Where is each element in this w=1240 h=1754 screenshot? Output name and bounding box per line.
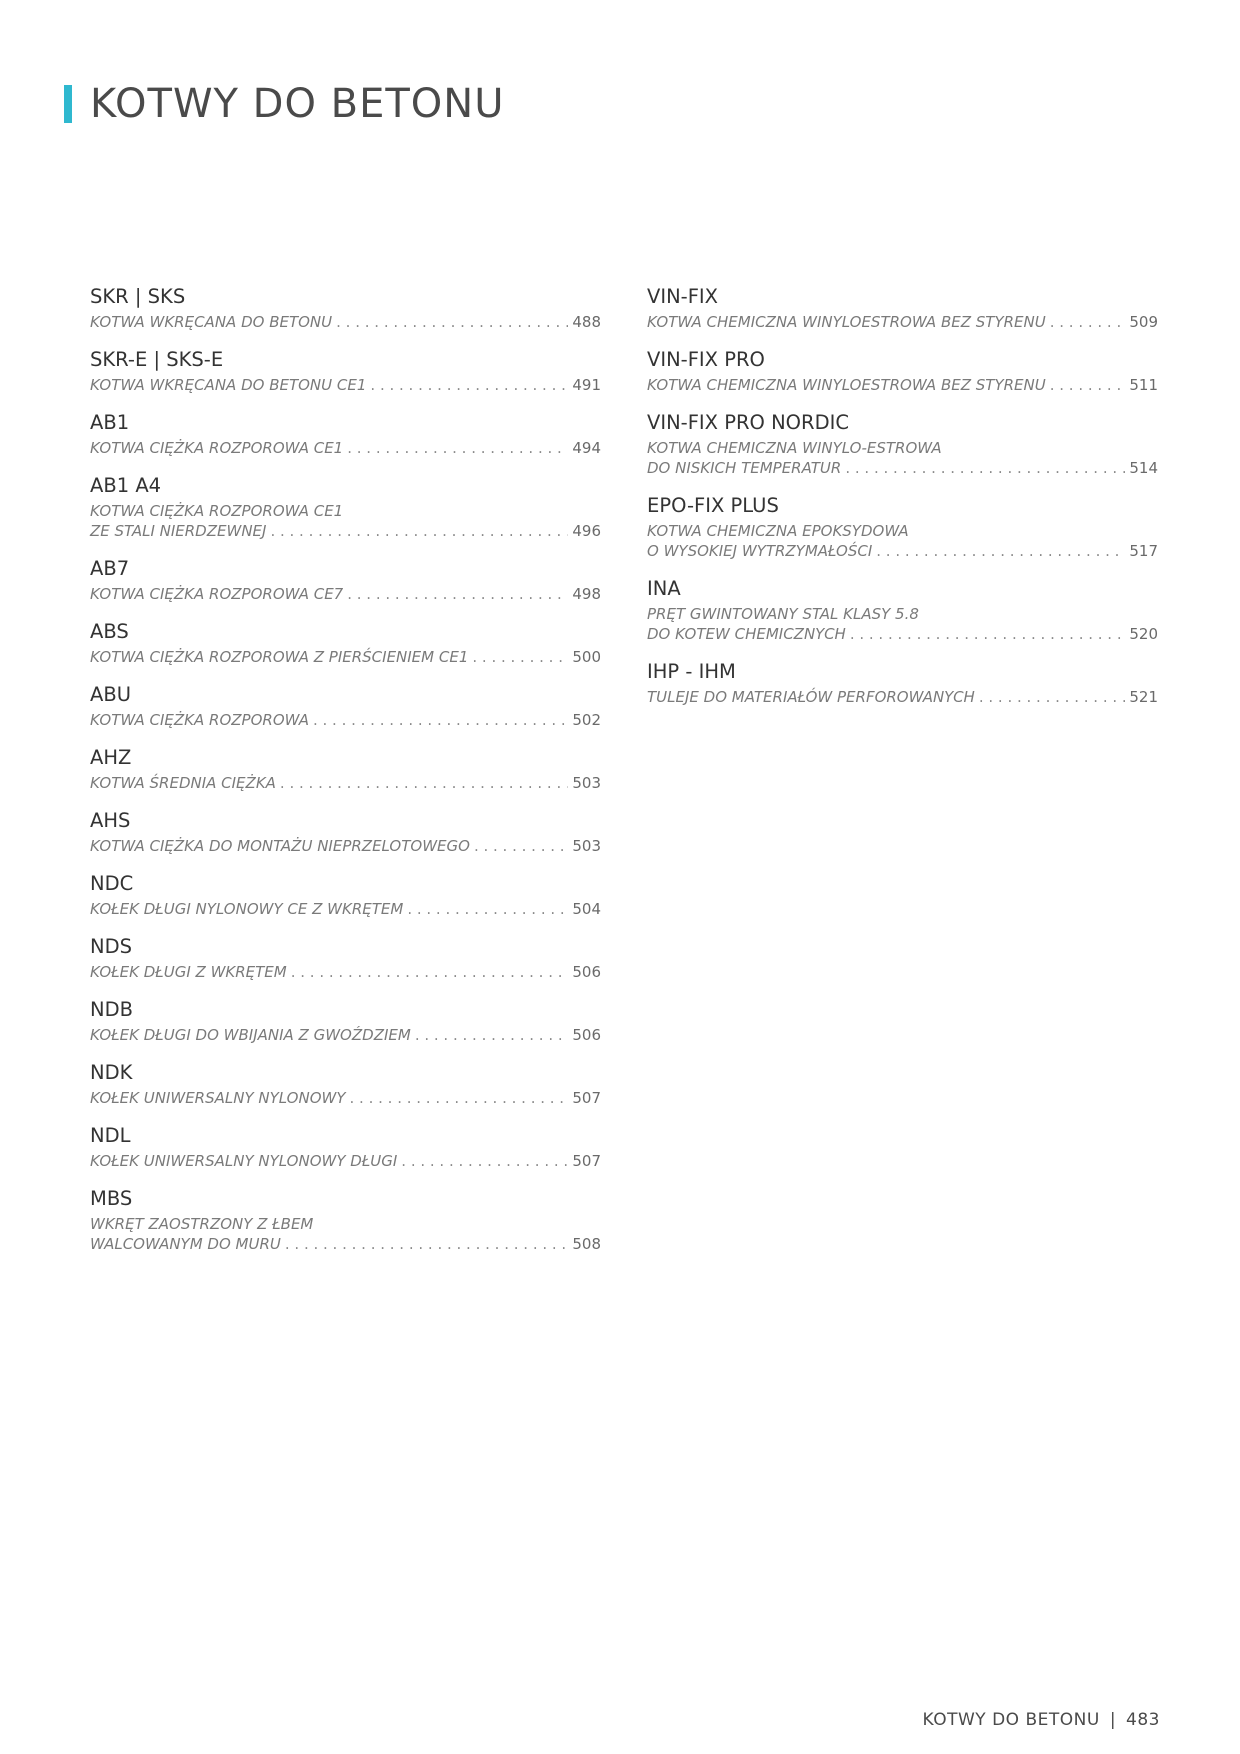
toc-entry-description-line: KOTWA CHEMICZNA EPOKSYDOWA [647, 522, 909, 540]
toc-entry[interactable] [90, 1123, 601, 1171]
toc-entry-code: SKR-E | SKS-E [90, 348, 224, 371]
toc-entry-description: KOTWA CHEMICZNA WINYLOESTROWA BEZ STYRENU [647, 376, 1046, 394]
toc-entry-page-number: 503 [572, 774, 601, 792]
toc-entry-description-row [90, 521, 601, 541]
toc-entry[interactable] [90, 1186, 601, 1254]
toc-entry-page-number: 506 [572, 963, 601, 981]
dot-leader [850, 624, 1126, 644]
toc-entry-code: SKR | SKS [90, 285, 186, 308]
dot-leader [474, 836, 568, 856]
toc-entry-description: DO NISKICH TEMPERATUR [647, 459, 842, 477]
toc-entry-description-row [647, 624, 1158, 644]
toc-entry-description-row [647, 375, 1158, 395]
toc-entry-page-number: 514 [1129, 459, 1158, 477]
toc-entry-description-row [90, 899, 601, 919]
toc-entry-description: KOŁEK UNIWERSALNY NYLONOWY DŁUGI [90, 1152, 398, 1170]
toc-entry-description: KOŁEK DŁUGI NYLONOWY CE Z WKRĘTEM [90, 900, 404, 918]
toc-entry[interactable] [90, 745, 601, 793]
toc-entry-description-row [90, 312, 601, 332]
dot-leader [407, 899, 568, 919]
toc-entry-description-row [90, 710, 601, 730]
toc-entry-description: KOTWA CIĘŻKA ROZPOROWA Z PIERŚCIENIEM CE1 [90, 648, 469, 666]
toc-entry-page-number: 520 [1129, 625, 1158, 643]
toc-entry-description: KOTWA CIĘŻKA ROZPOROWA CE7 [90, 585, 344, 603]
page-header [64, 82, 505, 126]
toc-entry-description: TULEJE DO MATERIAŁÓW PERFOROWANYCH [647, 688, 975, 706]
toc-entry-description: KOŁEK DŁUGI DO WBIJANIA Z GWOŹDZIEM [90, 1026, 411, 1044]
toc-entry-description-row [90, 1151, 601, 1171]
toc-entry-description: WALCOWANYM DO MURU [90, 1235, 281, 1253]
toc-entry-page-number: 504 [572, 900, 601, 918]
toc-entry-code: VIN-FIX PRO [647, 348, 765, 371]
toc-entry-code: AB1 A4 [90, 474, 162, 497]
dot-leader [291, 962, 569, 982]
toc-entry-code: ABU [90, 683, 131, 706]
toc-entry-code: NDC [90, 872, 134, 895]
dot-leader [979, 687, 1126, 707]
toc-entry[interactable] [90, 808, 601, 856]
toc-entry-code: AB1 [90, 411, 130, 434]
toc-entry-description: KOTWA CIĘŻKA ROZPOROWA [90, 711, 309, 729]
toc-entry-code: NDS [90, 935, 132, 958]
toc-entry-description-row [90, 962, 601, 982]
toc-entry-page-number: 503 [572, 837, 601, 855]
toc-entry-code: IHP - IHM [647, 660, 736, 683]
toc-entry-description-row [90, 836, 601, 856]
toc-entry-description-row [90, 584, 601, 604]
toc-entry-description: KOTWA CIĘŻKA DO MONTAŻU NIEPRZELOTOWEGO [90, 837, 470, 855]
dot-leader [313, 710, 568, 730]
toc-entry-description-row [647, 687, 1158, 707]
dot-leader [845, 458, 1125, 478]
toc-entry-description-line: KOTWA CIĘŻKA ROZPOROWA CE1 [90, 502, 344, 520]
toc-entry-page-number: 521 [1129, 688, 1158, 706]
toc-entry-code: NDL [90, 1124, 131, 1147]
toc-entry-description: KOŁEK UNIWERSALNY NYLONOWY [90, 1089, 346, 1107]
toc-entry-code: VIN-FIX PRO NORDIC [647, 411, 849, 434]
footer-page-number: 483 [1126, 1710, 1160, 1730]
toc-entry-description-row [90, 375, 601, 395]
dot-leader [876, 541, 1125, 561]
toc-entry-description-row [647, 541, 1158, 561]
toc-entry-code: AHS [90, 809, 131, 832]
toc-entry-page-number: 500 [572, 648, 601, 666]
toc-entry[interactable] [647, 284, 1158, 332]
toc-entry[interactable] [90, 556, 601, 604]
header-accent-bar [64, 85, 72, 123]
toc-entry-code: VIN-FIX [647, 285, 719, 308]
toc-entry-description-line: PRĘT GWINTOWANY STAL KLASY 5.8 [647, 605, 919, 623]
toc-entry[interactable] [90, 1060, 601, 1108]
toc-entry[interactable] [647, 659, 1158, 707]
toc-entry-description: DO KOTEW CHEMICZNYCH [647, 625, 846, 643]
toc-entry-page-number: 506 [572, 1026, 601, 1044]
toc-entry-code: NDK [90, 1061, 133, 1084]
toc-entry-code: NDB [90, 998, 133, 1021]
toc-entry-description: KOŁEK DŁUGI Z WKRĘTEM [90, 963, 287, 981]
toc-entry-description: KOTWA WKRĘCANA DO BETONU CE1 [90, 376, 367, 394]
toc-entry[interactable] [90, 473, 601, 541]
toc-entry-description: O WYSOKIEJ WYTRZYMAŁOŚCI [647, 542, 873, 560]
toc-entry-page-number: 508 [572, 1235, 601, 1253]
toc-entry-page-number: 502 [572, 711, 601, 729]
toc-entry-page-number: 511 [1129, 376, 1158, 394]
toc-entry[interactable] [90, 284, 601, 332]
toc-entry-description-row [647, 458, 1158, 478]
toc-entry-description-row [647, 312, 1158, 332]
dot-leader [472, 647, 568, 667]
toc-entry[interactable] [90, 934, 601, 982]
footer-separator: | [1109, 1710, 1117, 1730]
toc-entry-description-row [90, 1088, 601, 1108]
toc-entry-description-line: KOTWA CHEMICZNA WINYLO-ESTROWA [647, 439, 942, 457]
page-title: KOTWY DO BETONU [90, 81, 505, 127]
toc-entry[interactable] [90, 682, 601, 730]
toc-entry[interactable] [90, 410, 601, 458]
toc-entry-description: KOTWA WKRĘCANA DO BETONU [90, 313, 333, 331]
toc-entry-description-row [90, 773, 601, 793]
dot-leader [336, 312, 568, 332]
dot-leader [1050, 312, 1126, 332]
toc-entry-description: KOTWA ŚREDNIA CIĘŻKA [90, 774, 276, 792]
toc-entry-code: INA [647, 577, 681, 600]
page-footer [923, 1710, 1160, 1730]
toc-left-column [90, 284, 601, 1269]
toc-entry-page-number: 498 [572, 585, 601, 603]
toc-entry-page-number: 509 [1129, 313, 1158, 331]
dot-leader [350, 1088, 569, 1108]
toc-entry[interactable] [90, 619, 601, 667]
toc-entry[interactable] [90, 871, 601, 919]
toc-entry-description: KOTWA CIĘŻKA ROZPOROWA CE1 [90, 439, 344, 457]
toc-entry-code: ABS [90, 620, 129, 643]
toc-entry-page-number: 496 [572, 522, 601, 540]
dot-leader [285, 1234, 568, 1254]
dot-leader [401, 1151, 568, 1171]
toc-entry-page-number: 517 [1129, 542, 1158, 560]
toc-entry-description: KOTWA CHEMICZNA WINYLOESTROWA BEZ STYRENU [647, 313, 1046, 331]
toc-entry-description-row [90, 1234, 601, 1254]
toc-entry-page-number: 488 [572, 313, 601, 331]
dot-leader [370, 375, 568, 395]
toc-entry-page-number: 507 [572, 1089, 601, 1107]
toc-entry-page-number: 507 [572, 1152, 601, 1170]
toc-entry-code: AHZ [90, 746, 132, 769]
toc-entry-page-number: 494 [572, 439, 601, 457]
toc-entry[interactable] [90, 347, 601, 395]
toc-entry-code: MBS [90, 1187, 133, 1210]
dot-leader [280, 773, 568, 793]
dot-leader [347, 438, 568, 458]
toc-right-column [647, 284, 1158, 722]
dot-leader [347, 584, 568, 604]
toc-entry-description-row [90, 438, 601, 458]
dot-leader [415, 1025, 569, 1045]
toc-entry[interactable] [647, 347, 1158, 395]
toc-entry-description-line: WKRĘT ZAOSTRZONY Z ŁBEM [90, 1215, 314, 1233]
toc-entry[interactable] [647, 493, 1158, 561]
dot-leader [1050, 375, 1126, 395]
toc-entry[interactable] [90, 997, 601, 1045]
dot-leader [270, 521, 568, 541]
toc-entry-code: EPO-FIX PLUS [647, 494, 779, 517]
toc-entry-code: AB7 [90, 557, 130, 580]
toc-entry-description-row [90, 1025, 601, 1045]
footer-section-title: KOTWY DO BETONU [922, 1710, 1100, 1730]
toc-entry-description-row [90, 647, 601, 667]
toc-entry[interactable] [647, 576, 1158, 644]
toc-entry[interactable] [647, 410, 1158, 478]
toc-entry-page-number: 491 [572, 376, 601, 394]
toc-entry-description: ZE STALI NIERDZEWNEJ [90, 522, 267, 540]
